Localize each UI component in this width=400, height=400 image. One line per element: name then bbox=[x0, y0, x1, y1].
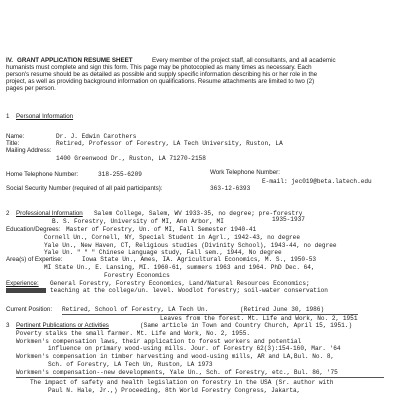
education-line-4: Cornell Un., Cornell, NY, Special Student in Agrl., 1942-43, no degree bbox=[44, 234, 300, 241]
retired-note: (Retired June 30, 1986) bbox=[240, 306, 325, 313]
section-number: IV. bbox=[6, 57, 13, 64]
publication-line-4: Workmen's compensation laws, their application to forest workers and potential bbox=[16, 338, 302, 345]
publication-line-10: Paul N. Hale, Jr.,) Proceeding, 8th World Forestry Congress, Jakarta, bbox=[48, 387, 301, 394]
home-phone-value: 318-255-6209 bbox=[98, 171, 142, 178]
name-value: Dr. J. Edwin Carothers bbox=[56, 133, 137, 140]
personal-heading: Personal Information bbox=[16, 113, 74, 120]
personal-heading-number: 1 bbox=[6, 113, 10, 120]
title-label: Title: bbox=[6, 140, 20, 147]
email-value: E-mail: jec019@beta.latech.edu bbox=[262, 178, 372, 185]
name-label: Name: bbox=[6, 133, 25, 140]
instructions-line-2: humanists must complete and sign this form. This page may be photocopied as many times as necessary. Each bbox=[6, 64, 312, 71]
education-line-3: Master of Forestry, Un. of MI, Fall Semester 1940-41 bbox=[66, 226, 257, 233]
strikeout-mark bbox=[6, 288, 46, 293]
education-line-9: Forestry Economics bbox=[104, 272, 170, 279]
education-line-1: Salem College, Salem, WV 1933-35, no degree; pre-forestry bbox=[94, 210, 303, 217]
education-line-8: MI State Un., E. Lansing, MI. 1960-61, summers 1963 and 1964. PhD Dec. 64, bbox=[44, 264, 315, 271]
publication-line-9: The impact of safety and health legislation on forestry in the USA (Sr. author with bbox=[30, 379, 334, 386]
education-label: Education/Degrees: bbox=[6, 226, 61, 233]
publication-line-6: Workmen's compensation in timber harvesting and wood-using mills, AR and LA,Bul. No. 8, bbox=[16, 353, 335, 360]
instructions-line-5: pages per person. bbox=[6, 85, 56, 92]
publication-line-3: Poverty stalks the small farmer. Mt. Life and Work, No. 2, 1955. bbox=[16, 330, 251, 337]
ssn-value: 363-12-6393 bbox=[210, 185, 251, 192]
work-phone-label: Work Telephone Number: bbox=[210, 169, 280, 176]
mailing-address-value: 1400 Greenwood Dr., Ruston, LA 71270-2158 bbox=[56, 155, 206, 162]
current-position-value: Retired, School of Forestry, LA Tech Un. bbox=[62, 306, 209, 313]
current-position-label: Current Position: bbox=[6, 306, 53, 313]
education-line-5: Yale Un., New Haven, CT, Religious studies (Divinity School), 1943-44, no degree bbox=[44, 242, 337, 249]
areas-of-expertise-label: Area(s) of Expertise: bbox=[6, 256, 63, 263]
experience-line-1: General Forestry, Forestry Economics, Land/Natural Resources Economics; bbox=[50, 280, 310, 287]
publication-line-8: Workmen's compensation--new developments, Yale Un., Sch. of Forestry, etc., Bul. 86, '75 bbox=[16, 369, 338, 376]
professional-heading-number: 2 bbox=[6, 210, 10, 217]
form-title: GRANT APPLICATION RESUME SHEET bbox=[17, 57, 133, 64]
ssn-label: Social Security Number (required of all paid participants): bbox=[6, 185, 163, 192]
instructions-line-4: project, as well as providing background information on qualifications. Resume attachments are limited to two (2) bbox=[6, 78, 315, 85]
education-line-7: Iowa State Un., Ames, IA. Agricultural Economics, M. S., 1950-53 bbox=[82, 256, 317, 263]
education-line-6: Yale Un. " " " Chinese Language study, Fall sem., 1944, No degree bbox=[44, 249, 282, 256]
mailing-address-label: Mailing Address: bbox=[6, 147, 52, 154]
professional-heading: Professional Information bbox=[16, 210, 83, 217]
title-value: Retired, Professor of Forestry, LA Tech University, Ruston, LA bbox=[56, 140, 283, 147]
experience-line-2: teaching at the college/un. level. Woodlot forestry; soil-water conservation bbox=[50, 287, 328, 294]
experience-label: Experience: bbox=[6, 280, 39, 287]
publications-heading-number: 3 bbox=[6, 322, 10, 329]
publications-heading: Pertinent Publications or Activities bbox=[16, 322, 109, 329]
publications-divider bbox=[16, 377, 384, 378]
publication-line-7: Sch. of Forestry, LA Tech Un, Ruston, LA 1973 bbox=[48, 361, 213, 368]
education-years: 1935-1937 bbox=[272, 216, 305, 223]
home-phone-label: Home Telephone Number: bbox=[6, 171, 79, 178]
publication-line-2: (Same article in Town and Country Church, April 15, 1951.) bbox=[140, 322, 353, 329]
instructions-line-3: person's resume should be as detailed as possible and supply specific information describing his or her role in the bbox=[6, 71, 318, 78]
publication-line-5: influence on primary wood-using mills. Jour. of Forestry 62(3):154-160, Mar. '64 bbox=[48, 345, 341, 352]
instructions-line-1: Every member of the project staff, all consultants, and all academic bbox=[152, 57, 336, 64]
education-line-2: B. S. Forestry, University of MI, Ann Arbor, MI bbox=[52, 218, 224, 225]
publication-line-1: Leaves from the forest. Mt. Life and Work, No. 2, 1951 bbox=[160, 315, 358, 322]
